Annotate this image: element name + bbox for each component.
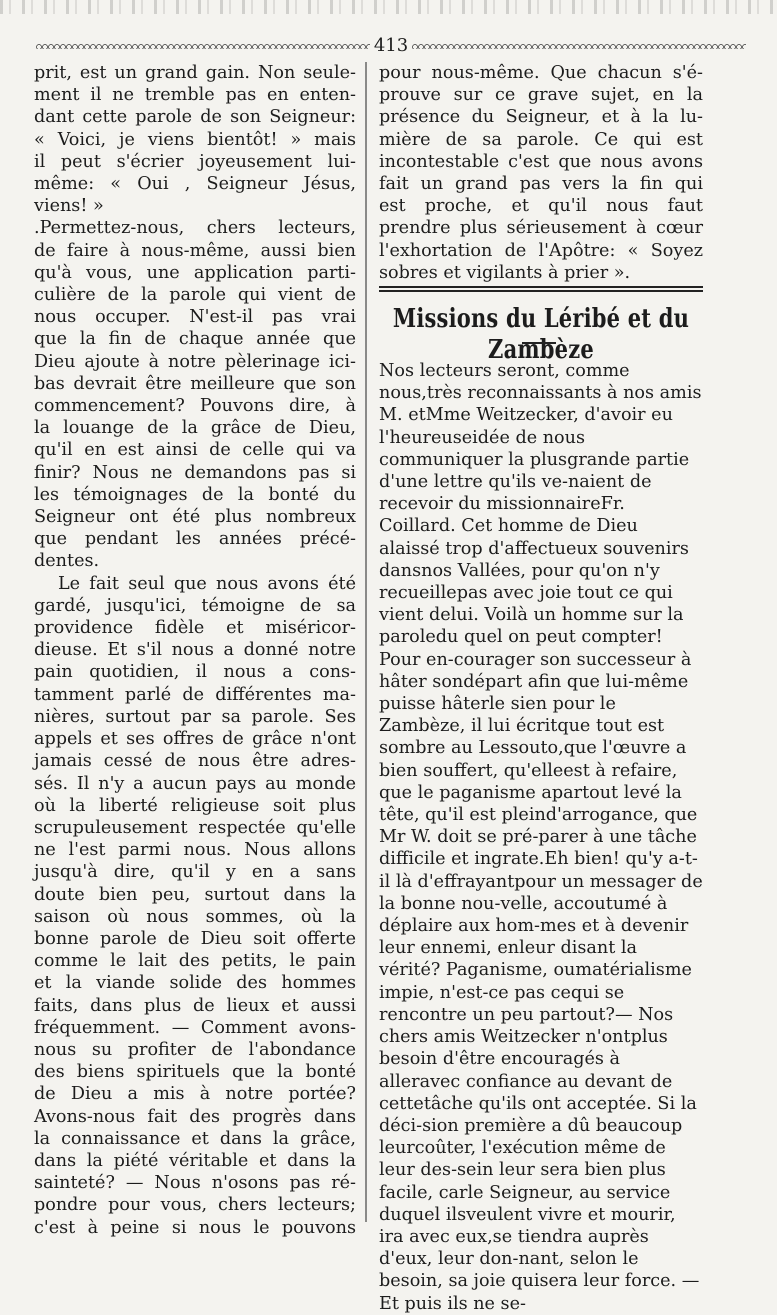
text-line: pour nous-même. Que chacun s'é- bbox=[379, 63, 703, 83]
text-line: doute bien peu, surtout dans la bbox=[34, 884, 356, 905]
header-rule-right bbox=[412, 41, 746, 49]
text-line: sés. Il n'y a aucun pays au monde bbox=[34, 773, 356, 794]
text-line: dieuse. Et s'il nous a donné notre bbox=[34, 640, 356, 661]
text-line: nous su profiter de l'abondance bbox=[34, 1039, 356, 1060]
text-line: le sien pour le Zambèze, il lui écrit bbox=[379, 694, 616, 737]
text-line: qui se rencontre un peu partout? bbox=[379, 982, 625, 1025]
text-line: partout levé la tête, qu'il est plein bbox=[379, 782, 682, 826]
text-line: Avons-nous fait des progrès dans bbox=[34, 1106, 356, 1127]
text-line: pas avec joie tout ce qui vient de bbox=[379, 583, 673, 626]
text-line: que la fin de chaque année que bbox=[34, 329, 356, 350]
section-rule-top-2 bbox=[379, 290, 703, 292]
text-line: dentes. bbox=[34, 551, 100, 572]
text-line: de Dieu a mis à notre portée? bbox=[34, 1084, 356, 1105]
text-line: la louange de la grâce de Dieu, bbox=[34, 418, 356, 439]
text-line: c'est à peine si nous le pouvons bbox=[34, 1217, 356, 1238]
text-line: prouve sur ce grave sujet, en la bbox=[379, 85, 703, 106]
section-title: Missions du Léribé et du Zambèze bbox=[392, 301, 690, 365]
text-line: Seigneur ont été plus nombreux bbox=[34, 507, 356, 528]
text-line: bas devrait être meilleure que son bbox=[34, 373, 356, 394]
text-line: faits, dans plus de lieux et aussi bbox=[34, 995, 356, 1016]
text-line: sion première a dû beaucoup leur bbox=[379, 1115, 683, 1159]
text-line: est à refaire, que le paganisme a bbox=[379, 760, 678, 803]
text-line: que l'œuvre a bien souffert, qu'elle bbox=[379, 738, 687, 781]
text-line: que tout est sombre au Lessouto, bbox=[379, 716, 665, 759]
text-line: du quel on peut compter! Pour en- bbox=[379, 627, 663, 670]
text-line: sein leur sera bien plus facile, car bbox=[379, 1160, 666, 1203]
text-line: très reconnaissants à nos amis M. et bbox=[379, 383, 702, 426]
text-line: l'exhortation de l'Apôtre: « Soyez bbox=[379, 240, 703, 261]
text-line: pour un messager de la bonne nou- bbox=[379, 871, 703, 914]
text-line: Dieu ajoute à notre pèlerinage ici- bbox=[34, 351, 356, 372]
text-line: Le fait seul que nous avons été bbox=[58, 573, 356, 594]
text-line: ne l'est parmi nous. Nous allons bbox=[34, 840, 356, 861]
right-column-top bbox=[379, 62, 703, 284]
text-line: dant cette parole de son Seigneur: bbox=[34, 107, 356, 128]
text-line: tamment parlé de différentes ma- bbox=[34, 684, 356, 705]
text-line: nières, surtout par sa parole. Ses bbox=[34, 706, 356, 727]
text-line: où la liberté religieuse soit plus bbox=[34, 795, 356, 816]
text-line: se tiendra auprès d'eux, leur don- bbox=[379, 1226, 649, 1270]
text-line: idée de nous communiquer la plus bbox=[379, 427, 585, 470]
text-line: commencement? Pouvons dire, à bbox=[34, 396, 356, 417]
text-line: est proche, et qu'il nous faut bbox=[379, 196, 703, 217]
left-column bbox=[34, 62, 356, 1239]
text-line: leur disant la vérité? Paganisme, ou bbox=[379, 938, 637, 981]
section-rule-top bbox=[379, 286, 703, 288]
page-header bbox=[36, 34, 746, 56]
right-column-body bbox=[379, 360, 703, 1315]
text-line: fait un grand pas vers la fin qui bbox=[379, 174, 703, 195]
text-line: jusqu'à dire, qu'il y en a sans bbox=[34, 862, 356, 883]
text-line: — Nos chers amis Weitzecker n'ont bbox=[379, 1004, 674, 1048]
text-line: pondre pour vous, chers lecteurs; bbox=[34, 1195, 356, 1216]
text-line: Eh bien! qu'y a-t-il là d'effrayant bbox=[379, 849, 698, 892]
text-line: Mme Weitzecker, d'avoir eu l'heureuse bbox=[379, 405, 673, 448]
text-line: la connaissance et dans la grâce, bbox=[34, 1128, 356, 1149]
text-line: présence du Seigneur, et à la lu- bbox=[379, 107, 703, 128]
text-line: lui. Voilà un homme sur la parole bbox=[379, 605, 684, 648]
text-line: parer à une tâche difficile et ingrate. bbox=[379, 827, 697, 870]
text-line: et la viande solide des hommes bbox=[34, 973, 356, 994]
text-line: jamais cessé de nous être adres- bbox=[34, 751, 356, 772]
text-line: prendre plus sérieusement à cœur bbox=[379, 218, 703, 239]
text-line: il peut s'écrier joyeusement lui- bbox=[34, 151, 356, 172]
text-line: sera leur force. — Et puis ils ne se- bbox=[379, 1271, 700, 1314]
text-line: naient de recevoir du missionnaire bbox=[379, 472, 652, 515]
text-line: Nos lecteurs seront, comme nous, bbox=[379, 361, 630, 404]
text-line: incontestable c'est que nous avons bbox=[379, 151, 703, 172]
text-line: prit, est un grand gain. Non seule- bbox=[34, 63, 356, 83]
text-line: viens! » bbox=[34, 196, 104, 217]
text-line: veulent vivre et mourir, ira avec eux, bbox=[379, 1204, 676, 1247]
text-line: sobres et vigilants à prier ». bbox=[379, 262, 631, 283]
text-line: départ afin que lui-même puisse hâter bbox=[379, 671, 689, 715]
column-divider bbox=[365, 62, 367, 1222]
text-line: ment il ne tremble pas en enten- bbox=[34, 85, 356, 106]
text-line: d'arrogance, que Mr W. doit se pré- bbox=[379, 805, 698, 848]
text-line: qu'il en est ainsi de celle qui va bbox=[34, 440, 356, 461]
text-line: coûter, l'exécution même de leur des- bbox=[379, 1138, 666, 1181]
text-line: pain quotidien, il nous a cons- bbox=[34, 662, 356, 683]
text-line: le Seigneur, au service duquel ils bbox=[379, 1182, 671, 1225]
text-line: finir? Nous ne demandons pas si bbox=[34, 462, 356, 483]
text-line: fréquemment. — Comment avons- bbox=[34, 1017, 356, 1038]
scan-edge-noise bbox=[0, 0, 777, 14]
text-line: scrupuleusement respectée qu'elle bbox=[34, 817, 356, 838]
text-line: .Permettez-nous, chers lecteurs, bbox=[34, 218, 356, 239]
text-line: appels et ses offres de grâce n'ont bbox=[34, 729, 356, 750]
text-line: plus besoin d'être encouragés à aller bbox=[379, 1027, 668, 1092]
text-line: qu'à vous, une application parti- bbox=[34, 262, 356, 283]
text-line: nos Vallées, pour qu'on n'y recueille bbox=[379, 560, 660, 604]
text-line: mes et à devenir leur ennemi, en bbox=[379, 916, 689, 959]
title-dash bbox=[522, 342, 556, 344]
text-line: culière de la parole qui vient de bbox=[34, 285, 356, 306]
text-line: bonne parole de Dieu soit offerte bbox=[34, 928, 356, 949]
page-number: 413 bbox=[373, 34, 409, 56]
text-line: « Voici, je viens bientôt! » mais bbox=[34, 129, 356, 150]
text-line: comme le lait des petits, le pain bbox=[34, 951, 356, 972]
text-line: velle, accoutumé à déplaire aux hom- bbox=[379, 893, 668, 937]
text-line: dans la piété véritable et dans la bbox=[34, 1150, 356, 1171]
text-line: Fr. Coillard. Cet homme de Dieu a bbox=[379, 494, 638, 559]
text-line: les témoignages de la bonté du bbox=[34, 484, 356, 505]
text-line: laissé trop d'affectueux souvenirs dans bbox=[379, 538, 689, 581]
text-line: nant, selon le besoin, sa joie qui bbox=[379, 1249, 639, 1292]
text-line: gardé, jusqu'ici, témoigne de sa bbox=[34, 595, 356, 616]
text-line: des biens spirituels que la bonté bbox=[34, 1062, 356, 1083]
text-line: avec confiance au devant de cette bbox=[379, 1071, 673, 1114]
text-line: providence fidèle et miséricor- bbox=[34, 618, 356, 639]
text-line: nous occuper. N'est-il pas vrai bbox=[34, 307, 356, 328]
text-line: même: « Oui , Seigneur Jésus, bbox=[34, 174, 356, 195]
text-line: grande partie d'une lettre qu'ils ve- bbox=[379, 449, 690, 493]
text-line: de faire à nous-même, aussi bien bbox=[34, 240, 356, 261]
text-line: tâche qu'ils ont acceptée. Si la déci- bbox=[379, 1093, 697, 1136]
text-line: mière de sa parole. Ce qui est bbox=[379, 129, 703, 150]
text-line: courager son successeur à hâter son bbox=[379, 649, 692, 692]
header-rule-left bbox=[36, 41, 370, 49]
text-line: matérialisme impie, n'est-ce pas ce bbox=[379, 960, 692, 1003]
text-line: saison où nous sommes, où la bbox=[34, 906, 356, 927]
text-line: que pendant les années précé- bbox=[34, 529, 356, 550]
text-line: sainteté? — Nous n'osons pas ré- bbox=[34, 1173, 356, 1194]
